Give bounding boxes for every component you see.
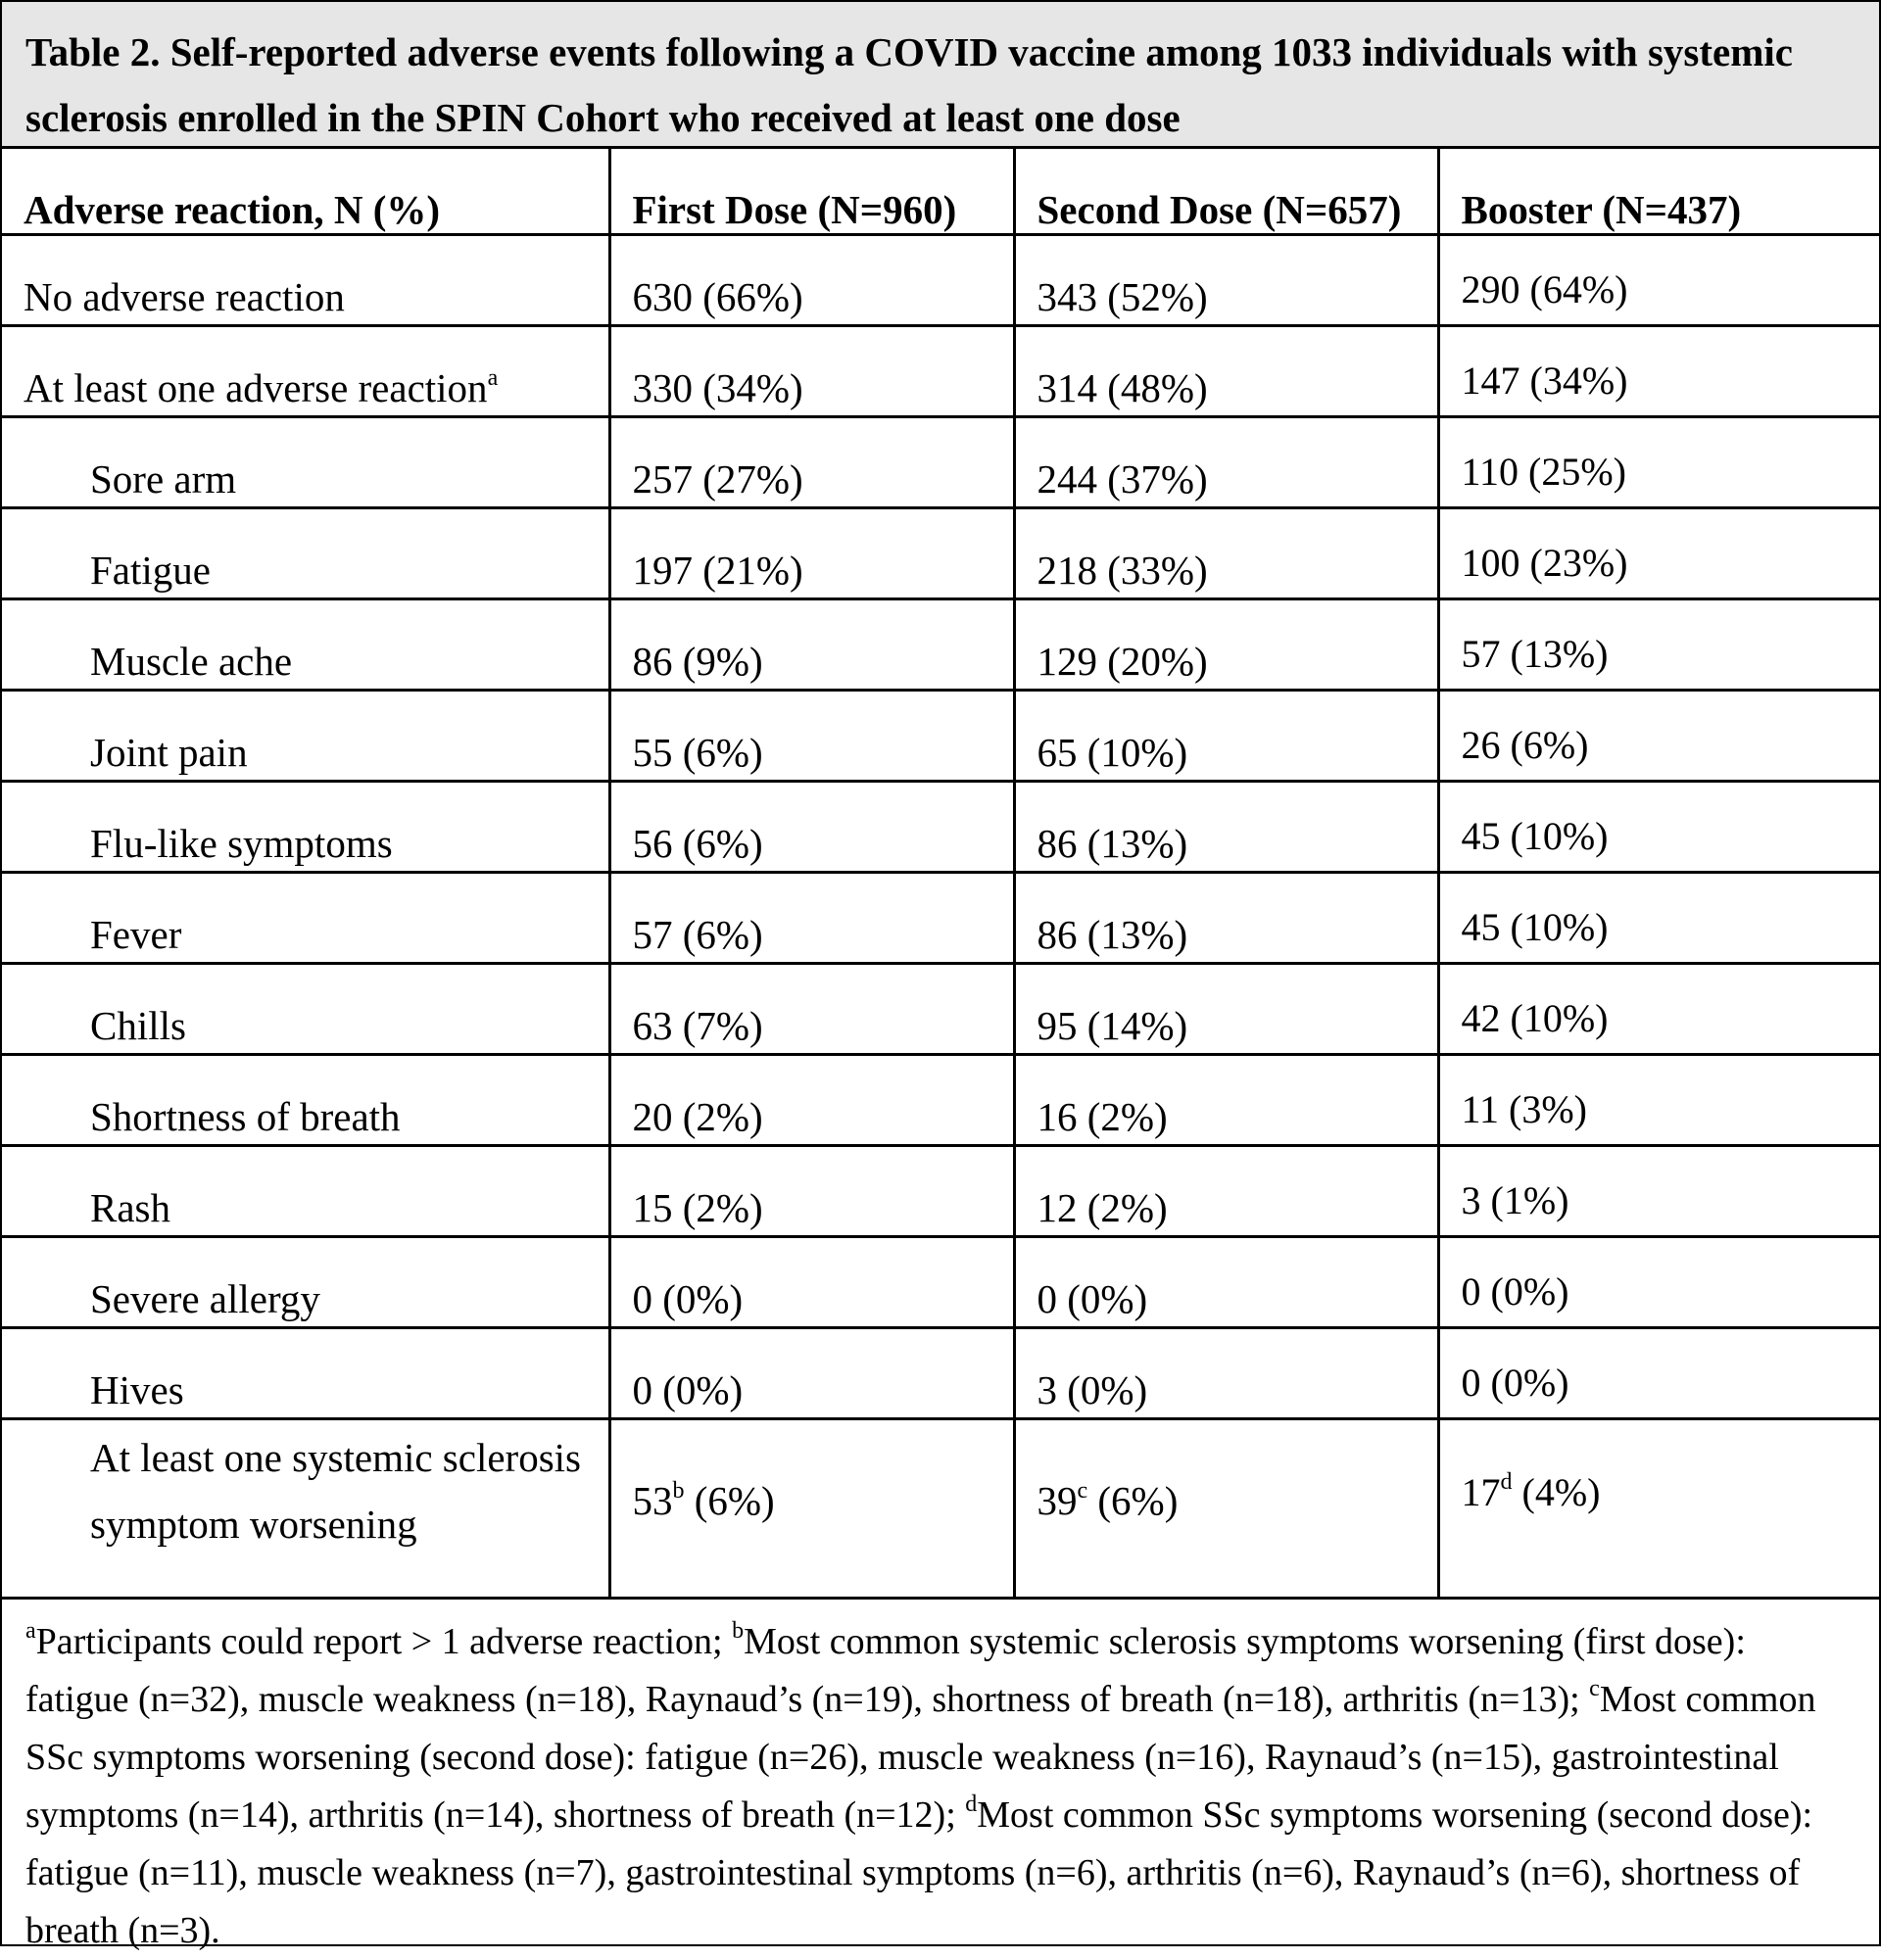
footnote-d-text: Most common SSc symptoms worsening (second dose): fatigue (n=11), muscle weakness (n=7), gastrointestinal symptoms (n=6), arthritis (n=6), Raynaud’s (n=6), shortness of breath (n=3). [25, 1793, 1813, 1951]
footnote-c-mark: c [1589, 1675, 1600, 1701]
second-dose-value: 343 (52%) [1014, 234, 1438, 325]
table-footnote [2, 1600, 1879, 1951]
row-label: Flu-like symptoms [2, 781, 609, 872]
booster-value: 42 (10%) [1438, 963, 1879, 1054]
second-dose-value: 86 (13%) [1014, 872, 1438, 963]
row-label: Fatigue [2, 507, 609, 598]
header-booster: Booster (N=437) [1438, 149, 1879, 234]
row-label-text: At least one adverse reaction [24, 364, 488, 410]
first-dose-value: 330 (34%) [609, 325, 1014, 416]
booster-percent: (4%) [1512, 1469, 1601, 1514]
first-dose-value: 57 (6%) [609, 872, 1014, 963]
second-dose-value: 0 (0%) [1014, 1236, 1438, 1327]
booster-value [1438, 1418, 1879, 1598]
booster-value: 147 (34%) [1438, 325, 1879, 416]
footnote-a-mark: a [25, 1617, 36, 1644]
second-dose-value: 95 (14%) [1014, 963, 1438, 1054]
booster-value: 3 (1%) [1438, 1145, 1879, 1236]
footnote-marker-a: a [487, 364, 499, 391]
table-row [2, 690, 1879, 781]
footnote-b-text: Most common systemic sclerosis symptoms worsening (first dose): fatigue (n=32), muscle weakness (n=18), Raynaud’s (n=19), shortness of breath (n=18), arthritis (n=13); [25, 1620, 1746, 1720]
footnote-c-text: Most common SSc symptoms worsening (second dose): fatigue (n=26), muscle weakness (n=16), Raynaud’s (n=15), gastrointestinal symptoms (n=14), arthritis (n=14), shortness of breath (n=12); [25, 1678, 1816, 1836]
header-adverse-reaction: Adverse reaction, N (%) [2, 149, 609, 234]
row-label: Rash [2, 1145, 609, 1236]
first-dose-value: 197 (21%) [609, 507, 1014, 598]
row-label: No adverse reaction [2, 234, 609, 325]
table-row [2, 1236, 1879, 1327]
row-label: Fever [2, 872, 609, 963]
first-dose-value: 20 (2%) [609, 1054, 1014, 1145]
first-dose-value: 15 (2%) [609, 1145, 1014, 1236]
booster-value: 290 (64%) [1438, 234, 1879, 325]
table-row [2, 234, 1879, 325]
table-row [2, 872, 1879, 963]
booster-value: 0 (0%) [1438, 1236, 1879, 1327]
booster-value: 0 (0%) [1438, 1327, 1879, 1418]
first-dose-value: 86 (9%) [609, 598, 1014, 690]
first-dose-value: 56 (6%) [609, 781, 1014, 872]
booster-count: 17 [1461, 1469, 1501, 1514]
table-row [2, 416, 1879, 507]
first-dose-value [609, 1418, 1014, 1598]
second-dose-value: 86 (13%) [1014, 781, 1438, 872]
row-label: Chills [2, 963, 609, 1054]
table-row [2, 507, 1879, 598]
table-row [2, 598, 1879, 690]
footnote-marker-b: b [672, 1477, 685, 1504]
row-label: Hives [2, 1327, 609, 1418]
header-row [2, 149, 1879, 234]
second-dose-value: 16 (2%) [1014, 1054, 1438, 1145]
row-label: Muscle ache [2, 598, 609, 690]
table-row [2, 781, 1879, 872]
second-dose-percent: (6%) [1087, 1477, 1179, 1523]
second-dose-value: 218 (33%) [1014, 507, 1438, 598]
row-label [2, 325, 609, 416]
row-label: At least one systemic sclerosis symptom worsening [2, 1418, 609, 1598]
second-dose-value: 3 (0%) [1014, 1327, 1438, 1418]
row-label: Sore arm [2, 416, 609, 507]
table-row [2, 1327, 1879, 1418]
row-label: Joint pain [2, 690, 609, 781]
first-dose-value: 630 (66%) [609, 234, 1014, 325]
table-row [2, 325, 1879, 416]
row-label: Severe allergy [2, 1236, 609, 1327]
footnote-marker-c: c [1077, 1477, 1088, 1504]
second-dose-value: 314 (48%) [1014, 325, 1438, 416]
table-title: Table 2. Self-reported adverse events following a COVID vaccine among 1033 individuals with systemic sclerosis enrolled in the SPIN Cohort who received at least one dose [2, 2, 1879, 149]
booster-value: 57 (13%) [1438, 598, 1879, 690]
second-dose-value [1014, 1418, 1438, 1598]
footnote-marker-d: d [1500, 1469, 1513, 1496]
adverse-events-table [2, 149, 1879, 1600]
second-dose-count: 39 [1037, 1477, 1078, 1523]
row-label: Shortness of breath [2, 1054, 609, 1145]
second-dose-value: 129 (20%) [1014, 598, 1438, 690]
table-row [2, 1054, 1879, 1145]
header-second-dose: Second Dose (N=657) [1014, 149, 1438, 234]
first-dose-count: 53 [632, 1477, 673, 1523]
booster-value: 11 (3%) [1438, 1054, 1879, 1145]
table-row [2, 1418, 1879, 1598]
first-dose-value: 63 (7%) [609, 963, 1014, 1054]
footnote-a-text: Participants could report > 1 adverse reaction; [35, 1620, 733, 1662]
first-dose-value: 0 (0%) [609, 1236, 1014, 1327]
booster-value: 110 (25%) [1438, 416, 1879, 507]
second-dose-value: 244 (37%) [1014, 416, 1438, 507]
second-dose-value: 12 (2%) [1014, 1145, 1438, 1236]
footnote-b-mark: b [732, 1617, 745, 1644]
first-dose-value: 55 (6%) [609, 690, 1014, 781]
booster-value: 100 (23%) [1438, 507, 1879, 598]
header-first-dose: First Dose (N=960) [609, 149, 1014, 234]
booster-value: 45 (10%) [1438, 872, 1879, 963]
booster-value: 26 (6%) [1438, 690, 1879, 781]
table-row [2, 963, 1879, 1054]
first-dose-value: 0 (0%) [609, 1327, 1014, 1418]
booster-value: 45 (10%) [1438, 781, 1879, 872]
first-dose-percent: (6%) [684, 1477, 775, 1523]
footnote-d-mark: d [965, 1791, 978, 1817]
second-dose-value: 65 (10%) [1014, 690, 1438, 781]
first-dose-value: 257 (27%) [609, 416, 1014, 507]
table-row [2, 1145, 1879, 1236]
